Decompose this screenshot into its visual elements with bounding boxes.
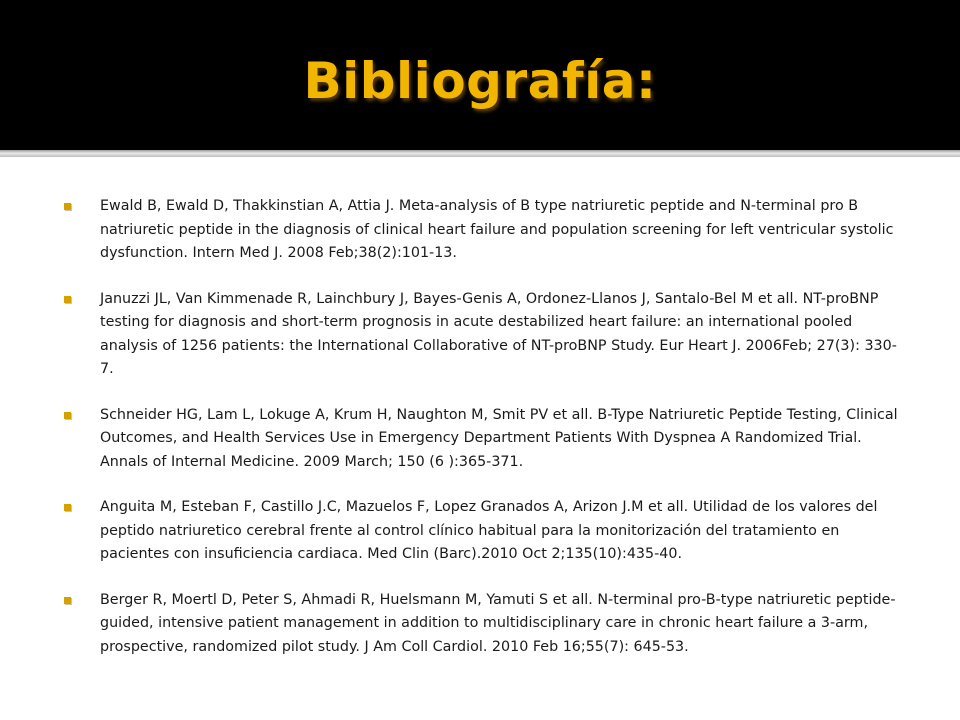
reference-text: Januzzi JL, Van Kimmenade R, Lainchbury J, Bayes-Genis A, Ordonez-Llanos J, Santalo-Bel M et all. NT-proBNP testing for diagnosis and short-term prognosis in acute destabilized heart failure: an international pooled analysis of 1256 patients: the International Collaborative of NT-proBNP Study. Eur Heart J. 2006Feb; 27(3): 330-7. (100, 290, 897, 377)
reference-item (64, 589, 904, 660)
square-bullet-icon (64, 203, 71, 210)
reference-text: Anguita M, Esteban F, Castillo J.C, Mazuelos F, Lopez Granados A, Arizon J.M et all. Utilidad de los valores del peptido natriuretico cerebral frente al control clínico habitual para la monitorización del tratamiento en pacientes con insuficiencia cardiaca. Med Clin (Barc).2010 Oct 2;135(10):435-40. (100, 499, 878, 562)
reference-text: Berger R, Moertl D, Peter S, Ahmadi R, Huelsmann M, Yamuti S et all. N-terminal pro-B-type natriuretic peptide-guided, intensive patient management in addition to multidisciplinary care in chronic heart failure a 3-arm, prospective, randomized pilot study. J Am Coll Cardiol. 2010 Feb 16;55(7): 645-53. (100, 591, 896, 655)
square-bullet-icon (64, 296, 71, 303)
title-band (0, 0, 960, 150)
slide-title: Bibliografía: (303, 52, 657, 110)
square-bullet-icon (64, 597, 71, 604)
title-divider (0, 150, 960, 157)
reference-list (64, 195, 904, 681)
reference-text: Ewald B, Ewald D, Thakkinstian A, Attia J. Meta-analysis of B type natriuretic peptide and N-terminal pro B natriuretic peptide in the diagnosis of clinical heart failure and population screening for left ventricular systolic dysfunction. Intern Med J. 2008 Feb;38(2):101-13. (100, 198, 894, 261)
reference-item (64, 496, 904, 567)
slide-content (0, 157, 960, 720)
reference-item (64, 288, 904, 382)
square-bullet-icon (64, 504, 71, 511)
reference-text: Schneider HG, Lam L, Lokuge A, Krum H, Naughton M, Smit PV et all. B-Type Natriuretic Peptide Testing, Clinical Outcomes, and Health Services Use in Emergency Department Patients With Dyspnea A Randomized Trial. Annals of Internal Medicine. 2009 March; 150 (6 ):365-371. (100, 406, 898, 470)
reference-item (64, 404, 904, 475)
square-bullet-icon (64, 412, 71, 419)
reference-item (64, 195, 904, 266)
